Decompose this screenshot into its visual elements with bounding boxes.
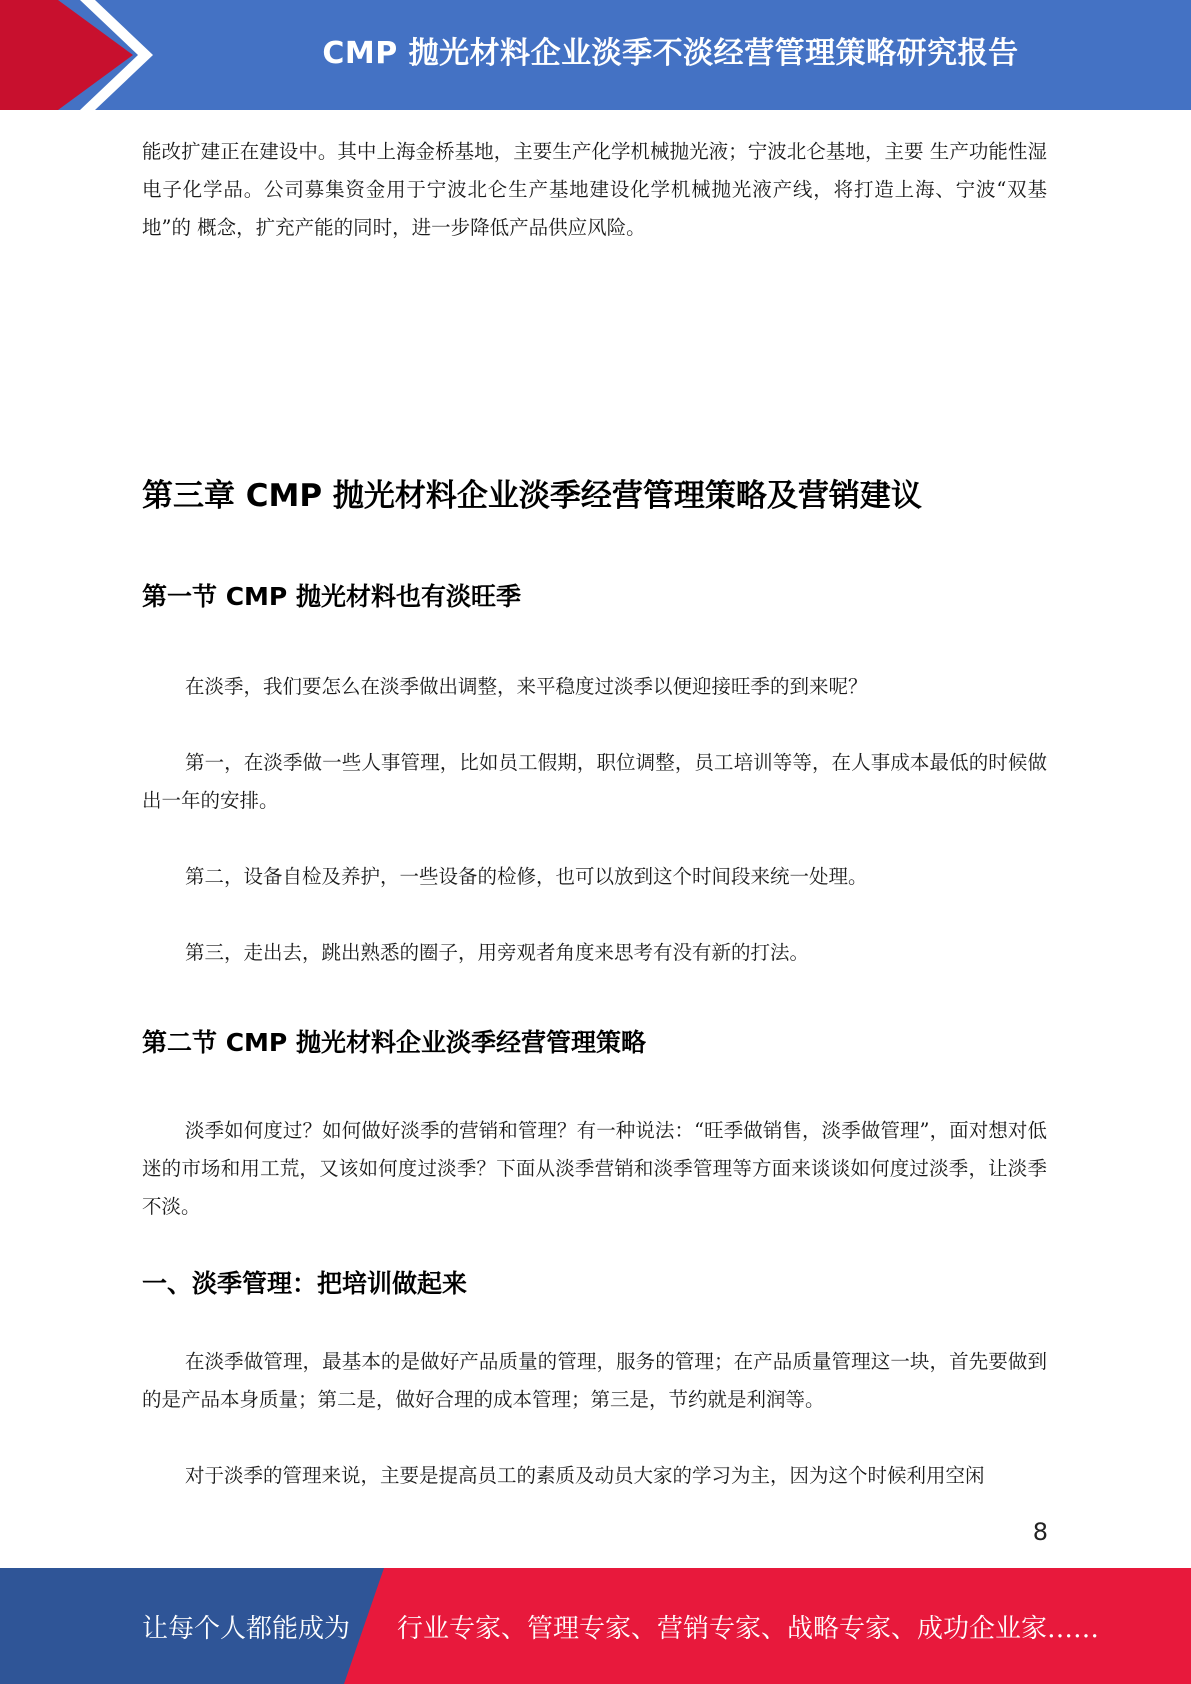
page-number: 8 xyxy=(1032,1518,1048,1546)
header-title: CMP 抛光材料企业淡季不淡经营管理策略研究报告 xyxy=(322,36,1019,71)
section-2-paragraph: 淡季如何度过？如何做好淡季的营销和管理？有一种说法：“旺季做销售，淡季做管理”，面对想对低迷的市场和用工荒，又该如何度过淡季？下面从淡季营销和淡季管理等方面来谈谈如何度过淡季，让淡季不淡。 xyxy=(142,1119,1047,1218)
page-footer xyxy=(0,1568,1191,1684)
section-1-paragraph: 在淡季，我们要怎么在淡季做出调整，来平稳度过淡季以便迎接旺季的到来呢？ xyxy=(185,675,868,698)
section-1-paragraph: 第三，走出去，跳出熟悉的圈子，用旁观者角度来思考有没有新的打法。 xyxy=(185,941,810,964)
header-red-chevron xyxy=(0,0,133,110)
subsection-1-title: 一、淡季管理：把培训做起来 xyxy=(142,1269,468,1298)
page-header xyxy=(0,0,1191,110)
footer-slogan-left: 让每个人都能成为 xyxy=(142,1613,351,1644)
section-1-title: 第一节 CMP 抛光材料也有淡旺季 xyxy=(142,582,521,611)
section-1-paragraph: 第二，设备自检及养护，一些设备的检修，也可以放到这个时间段来统一处理。 xyxy=(185,865,868,888)
subsection-1-paragraph: 在淡季做管理，最基本的是做好产品质量的管理，服务的管理；在产品质量管理这一块，首先要做到的是产品本身质量；第二是，做好合理的成本管理；第三是，节约就是利润等。 xyxy=(142,1350,1047,1411)
footer-slogan-right: 行业专家、管理专家、营销专家、战略专家、成功企业家…… xyxy=(397,1613,1100,1644)
intro-paragraph: 能改扩建正在建设中。其中上海金桥基地，主要生产化学机械抛光液；宁波北仑基地，主要 生产功能性湿电子化学品。公司募集资金用于宁波北仑生产基地建设化学机械抛光液产线，将打造上海、宁波“双基地”的 概念，扩充产能的同时，进一步降低产品供应风险。 xyxy=(142,140,1047,239)
section-2-title: 第二节 CMP 抛光材料企业淡季经营管理策略 xyxy=(142,1028,646,1057)
section-1-paragraph: 第一，在淡季做一些人事管理，比如员工假期，职位调整，员工培训等等，在人事成本最低的时候做出一年的安排。 xyxy=(142,751,1047,812)
subsection-1-paragraph: 对于淡季的管理来说，主要是提高员工的素质及动员大家的学习为主，因为这个时候利用空闲 xyxy=(185,1464,985,1487)
chapter-title: 第三章 CMP 抛光材料企业淡季经营管理策略及营销建议 xyxy=(142,478,922,514)
